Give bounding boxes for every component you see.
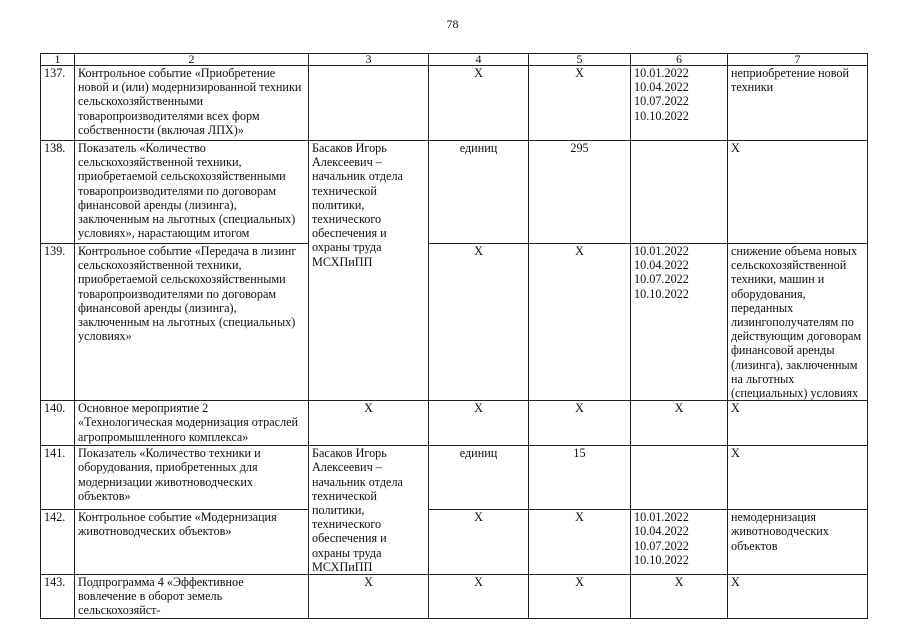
row-number: 142.	[41, 510, 75, 575]
row-risk: X	[728, 446, 868, 510]
row-value: X	[529, 66, 631, 141]
table-row	[41, 244, 868, 401]
row-name: Контрольное событие «Передача в лизинг сельскохозяйственной техники, приобретаемой сельскохозяйственными товаропроизводителями по договорам финансовой аренды (лизинга), заключенным на льготных (специальных) условиях»	[75, 244, 309, 401]
row-risk: X	[728, 575, 868, 619]
row-unit: X	[429, 510, 529, 575]
row-responsible: Басаков Игорь Алексеевич – начальник отдела технической политики, технического обеспечения и охраны труда МСХПиПП	[309, 141, 429, 401]
row-name: Подпрограмма 4 «Эффективное вовлечение в оборот земель сельскохозяйст-	[75, 575, 309, 619]
row-unit: X	[429, 575, 529, 619]
row-responsible: Басаков Игорь Алексеевич – начальник отдела технической политики, технического обеспечения и охраны труда МСХПиПП	[309, 446, 429, 575]
row-risk: снижение объема новых сельскохозяйственной техники, машин и оборудования, переданных лизингополучателям по действующим договорам финансовой аренды (лизинга), заключенным на льготных (специальных) условиях	[728, 244, 868, 401]
row-risk: X	[728, 401, 868, 446]
row-dates	[631, 510, 728, 575]
row-responsible: X	[309, 575, 429, 619]
date-item: 10.04.2022	[634, 258, 689, 273]
row-unit: единиц	[429, 141, 529, 244]
row-dates: X	[631, 401, 728, 446]
date-item: 10.01.2022	[634, 66, 689, 80]
row-risk: немодернизация животноводческих объектов	[728, 510, 868, 575]
row-number: 143.	[41, 575, 75, 619]
row-value: X	[529, 510, 631, 575]
row-risk: X	[728, 141, 868, 244]
row-name: Основное мероприятие 2 «Технологическая модернизация отраслей агропромышленного комплекса»	[75, 401, 309, 446]
date-item: 10.07.2022	[634, 538, 689, 553]
col-header: 1	[41, 54, 75, 66]
row-unit: X	[429, 66, 529, 141]
row-risk: неприобретение новой техники	[728, 66, 868, 141]
row-dates	[631, 66, 728, 141]
row-value: 15	[529, 446, 631, 510]
table-row	[41, 446, 868, 510]
row-name: Контрольное событие «Приобретение новой и (или) модернизированной техники сельскохозяйственными товаропроизводителями всех форм собственности (включая ЛПХ)»	[75, 66, 309, 141]
row-unit: X	[429, 244, 529, 401]
row-number: 137.	[41, 66, 75, 141]
table-row	[41, 66, 868, 141]
table-row	[41, 510, 868, 575]
table-row	[41, 575, 868, 619]
col-header: 4	[429, 54, 529, 66]
row-name: Контрольное событие «Модернизация животноводческих объектов»	[75, 510, 309, 575]
row-number: 138.	[41, 141, 75, 244]
row-name: Показатель «Количество техники и оборудования, приобретенных для модернизации животноводческих объектов»	[75, 446, 309, 510]
row-value: X	[529, 575, 631, 619]
row-number: 141.	[41, 446, 75, 510]
col-header: 7	[728, 54, 868, 66]
row-number: 140.	[41, 401, 75, 446]
col-header: 5	[529, 54, 631, 66]
table-row	[41, 401, 868, 446]
row-dates	[631, 141, 728, 244]
row-value: X	[529, 401, 631, 446]
date-item: 10.04.2022	[634, 524, 689, 539]
row-unit: единиц	[429, 446, 529, 510]
row-unit: X	[429, 401, 529, 446]
col-header: 3	[309, 54, 429, 66]
row-number: 139.	[41, 244, 75, 401]
col-header: 2	[75, 54, 309, 66]
row-responsible	[309, 66, 429, 141]
row-dates	[631, 446, 728, 510]
page-number: 78	[446, 17, 459, 31]
row-dates: X	[631, 575, 728, 619]
col-header: 6	[631, 54, 728, 66]
row-responsible: X	[309, 401, 429, 446]
date-item: 10.07.2022	[634, 272, 689, 287]
date-item: 10.07.2022	[634, 94, 689, 109]
row-dates	[631, 244, 728, 401]
row-value: X	[529, 244, 631, 401]
table-row	[41, 141, 868, 244]
date-item: 10.10.2022	[634, 108, 689, 123]
date-item: 10.10.2022	[634, 286, 689, 301]
date-item: 10.10.2022	[634, 552, 689, 567]
plan-table	[40, 53, 868, 619]
date-item: 10.01.2022	[634, 510, 689, 525]
date-item: 10.04.2022	[634, 80, 689, 95]
date-item: 10.01.2022	[634, 244, 689, 258]
row-name: Показатель «Количество сельскохозяйственной техники, приобретаемой сельскохозяйственными товаропроизводителями по договорам финансовой аренды (лизинга), заключенным на льготных (специальных) условиях», нарастающим итогом	[75, 141, 309, 244]
row-value: 295	[529, 141, 631, 244]
header-row	[41, 54, 868, 66]
